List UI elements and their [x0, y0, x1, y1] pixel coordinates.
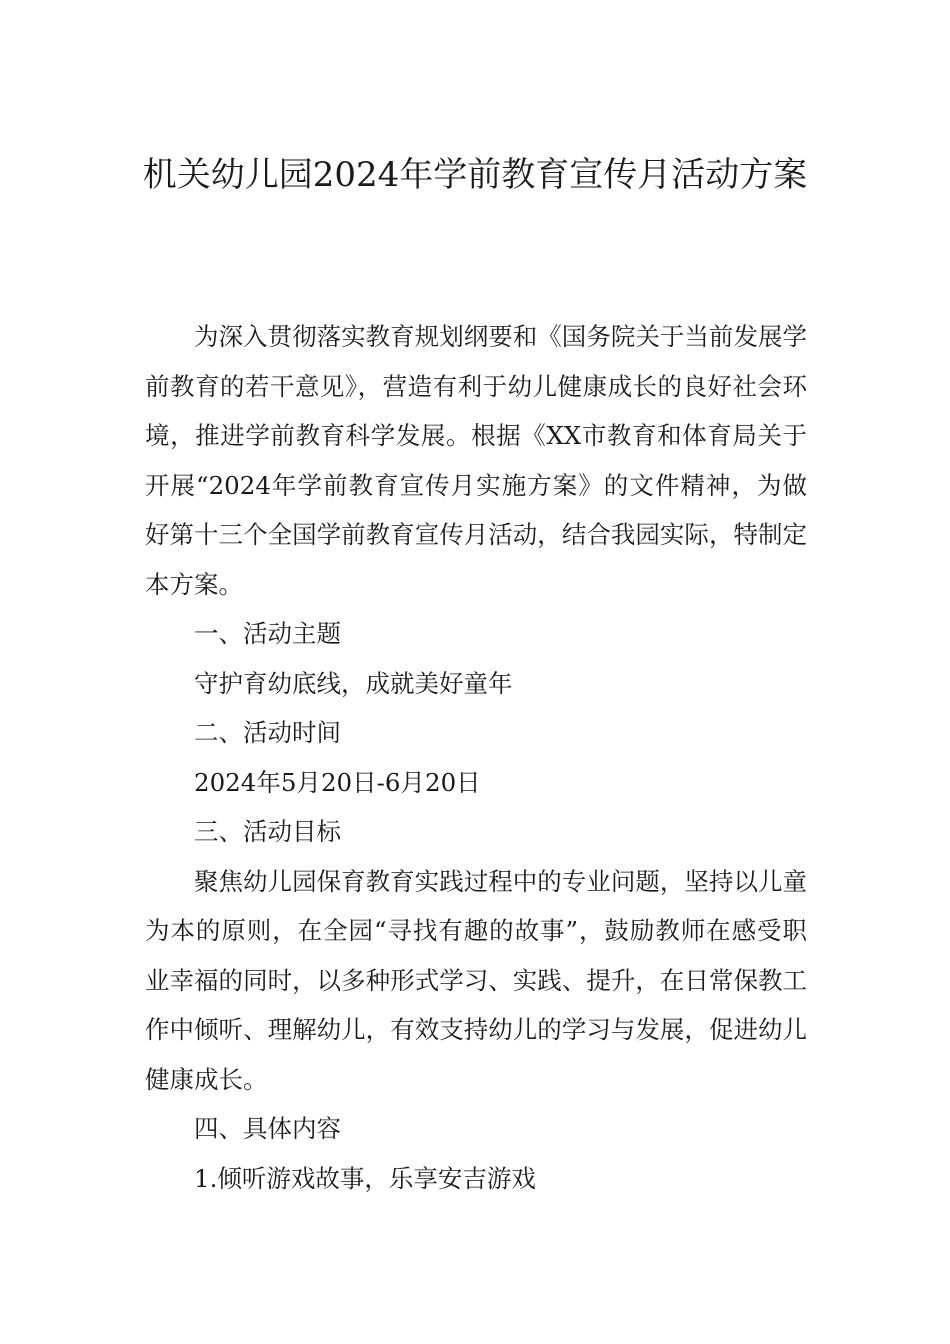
section-text-theme: 守护育幼底线，成就美好童年 [194, 668, 513, 698]
section-item-1: 1.倾听游戏故事，乐享安吉游戏 [194, 1163, 536, 1193]
section-heading-theme: 一、活动主题 [194, 619, 341, 648]
section-text-time: 2024年5月20日-6月20日 [194, 767, 481, 797]
section-heading-goal: 三、活动目标 [194, 817, 341, 846]
section-text-goal: 聚焦幼儿园保育教育实践过程中的专业问题，坚持以儿童为本的原则，在全园“寻找有趣的故事”，鼓励教师在感受职业幸福的同时，以多种形式学习、实践、提升，在日常保教工作中倾听、理解幼儿，有效支持幼儿的学习与发展，促进幼儿健康成长。 [145, 866, 807, 1094]
document-body [145, 312, 807, 1203]
section-heading-time: 二、活动时间 [194, 718, 341, 747]
document-title: 机关幼儿园2024年学前教育宣传月活动方案 [142, 155, 808, 195]
intro-paragraph: 为深入贯彻落实教育规划纲要和《国务院关于当前发展学前教育的若干意见》，营造有利于幼儿健康成长的良好社会环境，推进学前教育科学发展。根据《XX市教育和体育局关于开展“2024年学前教育宣传月实施方案》的文件精神，为做好第十三个全国学前教育宣传月活动，结合我园实际，特制定本方案。 [145, 322, 807, 599]
section-heading-content: 四、具体内容 [194, 1114, 341, 1143]
